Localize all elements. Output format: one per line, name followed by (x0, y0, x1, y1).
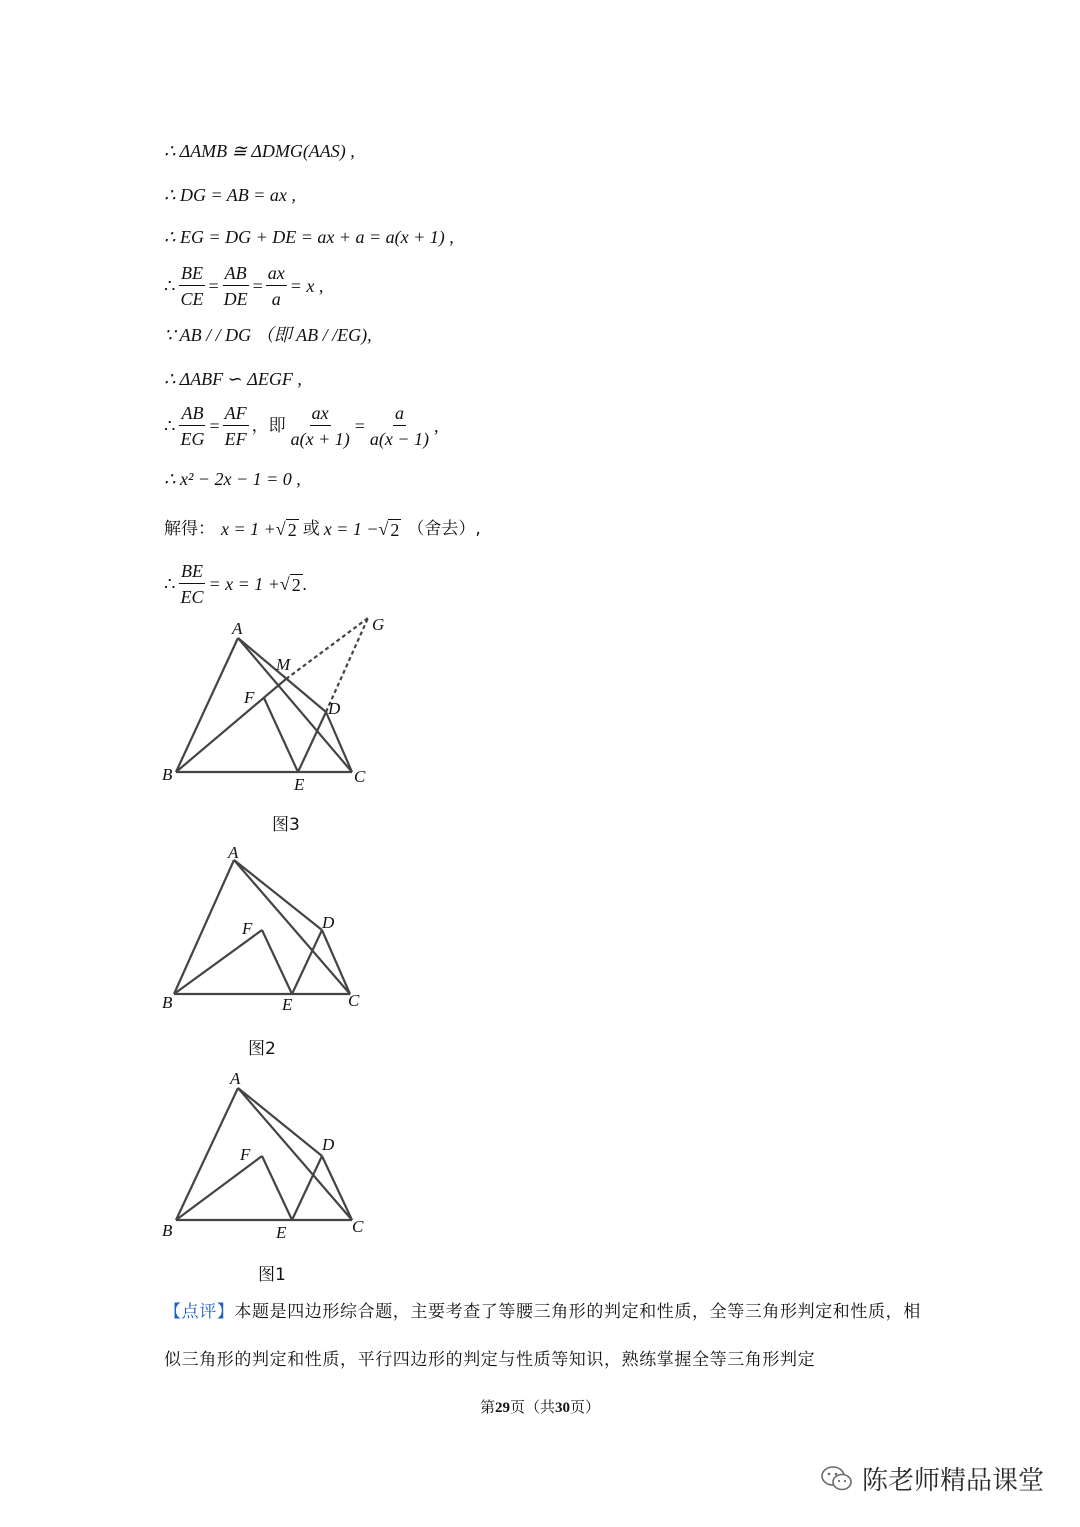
point-label-a: A (228, 843, 239, 862)
figure-1-labels (162, 1069, 364, 1242)
fraction-ax-a: $\frac{ax}{a}$ (267, 263, 285, 309)
sqrt-2: √ 2 (378, 519, 400, 540)
point-label-c: C (352, 1217, 364, 1236)
point-label-m: M (276, 655, 291, 674)
proof-line-9: 解得： x = 1 + √ 2 或 x = 1 − √ 2 （舍去）, (164, 519, 481, 540)
proof-line-7: ∴ $\frac{AB}{EG}$ = $\frac{AF}{EF}$ ，即 $\frac{ax}{a(x + 1)}$ = $\frac{a}{a(x - 1)}$ , (164, 403, 439, 449)
sqrt-2: √ 2 (279, 574, 301, 595)
fraction-be-ce: $\frac{BE}{CE}$ (180, 263, 204, 309)
point-label-f: F (240, 1145, 251, 1164)
fraction-a-ax1: $\frac{a}{a(x - 1)}$ (369, 403, 430, 449)
figure-3-caption: 图3 (272, 815, 300, 835)
fraction-be-ec: $\frac{BE}{EC}$ (180, 561, 204, 607)
point-label-a: A (230, 1069, 241, 1088)
page-footer: 第29页（共30页） (479, 1398, 601, 1416)
fraction-ab-eg: $\frac{AB}{EG}$ (180, 403, 205, 449)
watermark-text: 陈老师精品课堂 (862, 1466, 1045, 1496)
point-label-d: D (322, 913, 335, 932)
point-label-b: B (162, 993, 173, 1012)
fraction-ax-ax1: $\frac{ax}{a(x + 1)}$ (290, 403, 350, 449)
point-label-c: C (354, 767, 366, 786)
proof-line-4: ∴ $\frac{BE}{CE}$ = $\frac{AB}{DE}$ = $\frac{ax}{a}$ = x , (164, 263, 324, 309)
figure-2-labels (162, 843, 360, 1014)
page-number: 29 (494, 1400, 510, 1416)
point-label-a: A (232, 619, 243, 638)
point-label-f: F (242, 919, 253, 938)
proof-line-3: ∴ EG = DG + DE = ax + a = a(x + 1) , (164, 227, 454, 247)
comment-paragraph (164, 1288, 924, 1384)
proof-line-8: ∴ x² − 2x − 1 = 0 , (164, 469, 301, 489)
proof-line-5: ∵ AB / / DG （即 AB / /EG), (164, 325, 372, 345)
point-label-b: B (162, 765, 173, 784)
point-label-d: D (322, 1135, 335, 1154)
fraction-ab-de: $\frac{AB}{DE}$ (223, 263, 248, 309)
figure-2-caption: 图2 (248, 1039, 276, 1059)
point-label-f: F (244, 688, 255, 707)
point-label-e: E (282, 995, 293, 1014)
point-label-g: G (372, 615, 385, 634)
proof-line-10: ∴ $\frac{BE}{EC}$ = x = 1 + √ 2 . (164, 561, 308, 607)
proof-line-2: ∴ DG = AB = ax , (164, 185, 296, 205)
therefore-symbol: ∴ (164, 276, 176, 296)
proof-line-1: ∴ ΔAMB ≅ ΔDMG(AAS) , (164, 141, 355, 161)
figure-1 (176, 1088, 352, 1220)
point-label-c: C (348, 991, 360, 1010)
point-label-e: E (294, 775, 305, 794)
proof-line-6: ∴ ΔABF ∽ ΔEGF , (164, 369, 302, 389)
comment-tag: 【点评】 (164, 1302, 235, 1322)
wechat-icon (820, 1464, 854, 1494)
watermark (820, 1460, 1044, 1497)
sqrt-2: √ 2 (275, 519, 297, 540)
point-label-e: E (276, 1223, 287, 1242)
fraction-af-ef: $\frac{AF}{EF}$ (224, 403, 247, 449)
figure-1-caption: 图1 (258, 1265, 286, 1285)
point-label-b: B (162, 1221, 173, 1240)
figure-3 (176, 618, 368, 772)
total-pages: 30 (555, 1400, 570, 1416)
comment-text: 本题是四边形综合题，主要考查了等腰三角形的判定和性质，全等三角形判定和性质，相似三角形的判定和性质，平行四边形的判定与性质等知识，熟练掌握全等三角形判定 (164, 1302, 921, 1370)
point-label-d: D (328, 699, 341, 718)
